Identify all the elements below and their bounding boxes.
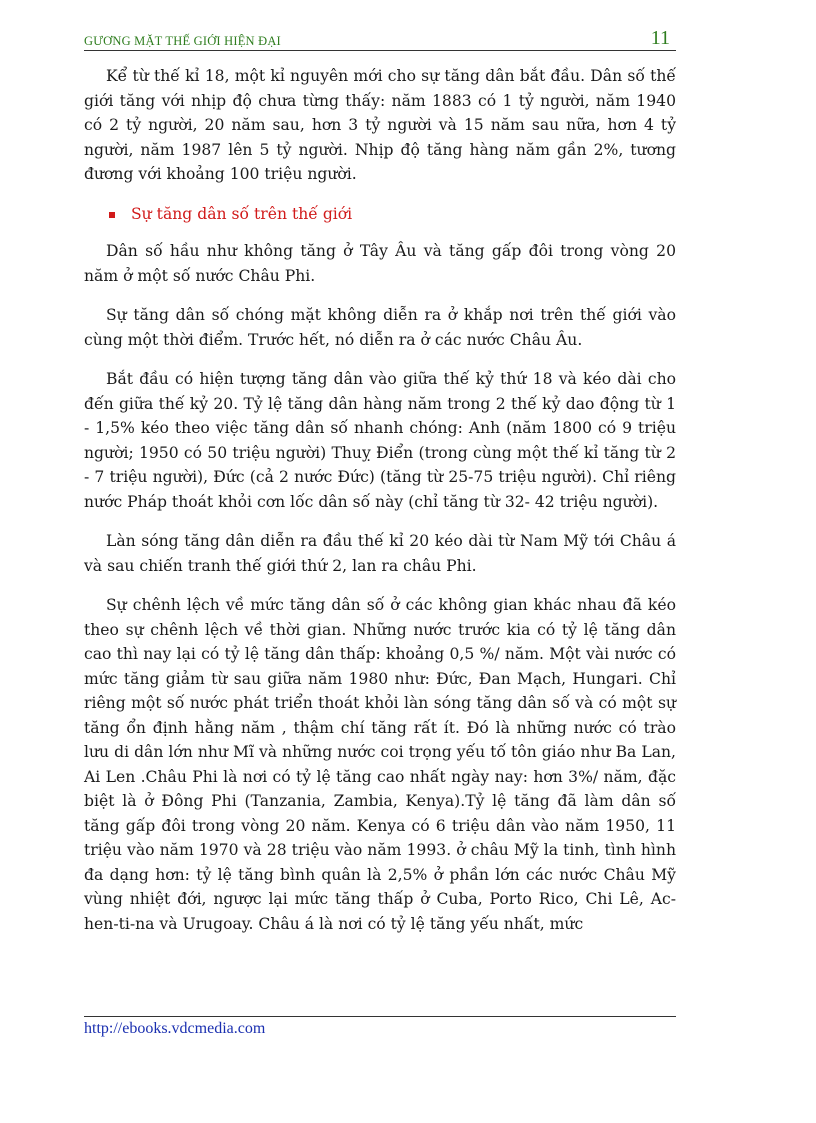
- paragraph-1: Kể từ thế kỉ 18, một kỉ nguyên mới cho sự tăng dân bắt đầu. Dân số thế giới tăng với nhịp độ chưa từng thấy: năm 1883 có 1 tỷ người, năm 1940 có 2 tỷ người, 20 năm sau, hơn 3 tỷ người và 15 năm sau nữa, hơn 4 tỷ người, năm 1987 lên 5 tỷ người. Nhịp độ tăng hàng năm gần 2%, tương đương với khoảng 100 triệu người.: [84, 67, 676, 183]
- paragraph-5: Làn sóng tăng dân diễn ra đầu thế kỉ 20 kéo dài từ Nam Mỹ tới Châu á và sau chiến tranh thế giới thứ 2, lan ra châu Phi.: [84, 532, 676, 575]
- section-heading-text: Sự tăng dân số trên thế giới: [131, 204, 353, 223]
- paragraph-4: Bắt đầu có hiện tượng tăng dân vào giữa thế kỷ thứ 18 và kéo dài cho đến giữa thế kỷ 20. Tỷ lệ tăng dân hàng năm trong 2 thế kỷ dao động từ 1 - 1,5% kéo theo việc tăng dân số nhanh chóng: Anh (năm 1800 có 9 triệu người; 1950 có 50 triệu người) Thuỵ Điển (trong cùng một thế kỉ tăng từ 2 - 7 triệu người), Đức (cả 2 nước Đức) (tăng từ 25-75 triệu người). Chỉ riêng nước Pháp thoát khỏi cơn lốc dân số này (chỉ tăng từ 32- 42 triệu người).: [84, 370, 676, 511]
- section-heading: [84, 202, 676, 227]
- page-number: 11: [650, 27, 670, 49]
- page-body: [84, 64, 676, 951]
- footer-divider: [84, 1016, 676, 1017]
- paragraph-2: Dân số hầu như không tăng ở Tây Âu và tăng gấp đôi trong vòng 20 năm ở một số nước Châu Phi.: [84, 242, 676, 285]
- square-bullet-icon: [109, 212, 115, 218]
- page-header: [84, 28, 676, 51]
- paragraph-6: Sự chênh lệch về mức tăng dân số ở các không gian khác nhau đã kéo theo sự chênh lệch về thời gian. Những nước trước kia có tỷ lệ tăng dân cao thì nay lại có tỷ lệ tăng dân thấp: khoảng 0,5 %/ năm. Một vài nước có mức tăng giảm từ sau giữa năm 1980 như: Đức, Đan Mạch, Hungari. Chỉ riêng một số nước phát triển thoát khỏi làn sóng tăng dân số và có một sự tăng ổn định hằng năm , thậm chí tăng rất ít. Đó là những nước có trào lưu di dân lớn như Mĩ và những nước coi trọng yếu tố tôn giáo như Ba Lan, Ai Len .Châu Phi là nơi có tỷ lệ tăng cao nhất ngày nay: hơn 3%/ năm, đặc biệt là ở Đông Phi (Tanzania, Zambia, Kenya).Tỷ lệ tăng đã làm dân số tăng gấp đôi trong vòng 20 năm. Kenya có 6 triệu dân vào năm 1950, 11 triệu vào năm 1970 và 28 triệu vào năm 1993. ở châu Mỹ la tinh, tình hình đa dạng hơn: tỷ lệ tăng bình quân là 2,5% ở phần lớn các nước Châu Mỹ vùng nhiệt đới, ngược lại mức tăng thấp ở Cuba, Porto Rico, Chi Lê, Ac-hen-ti-na và Urugoay. Châu á là nơi có tỷ lệ tăng yếu nhất, mức: [84, 596, 676, 933]
- footer-link[interactable]: http://ebooks.vdcmedia.com: [84, 1020, 266, 1037]
- running-title: GƯƠNG MẶT THẾ GIỚI HIỆN ĐẠI: [84, 34, 281, 48]
- paragraph-3: Sự tăng dân số chóng mặt không diễn ra ở khắp nơi trên thế giới vào cùng một thời điểm. Trước hết, nó diễn ra ở các nước Châu Âu.: [84, 306, 676, 349]
